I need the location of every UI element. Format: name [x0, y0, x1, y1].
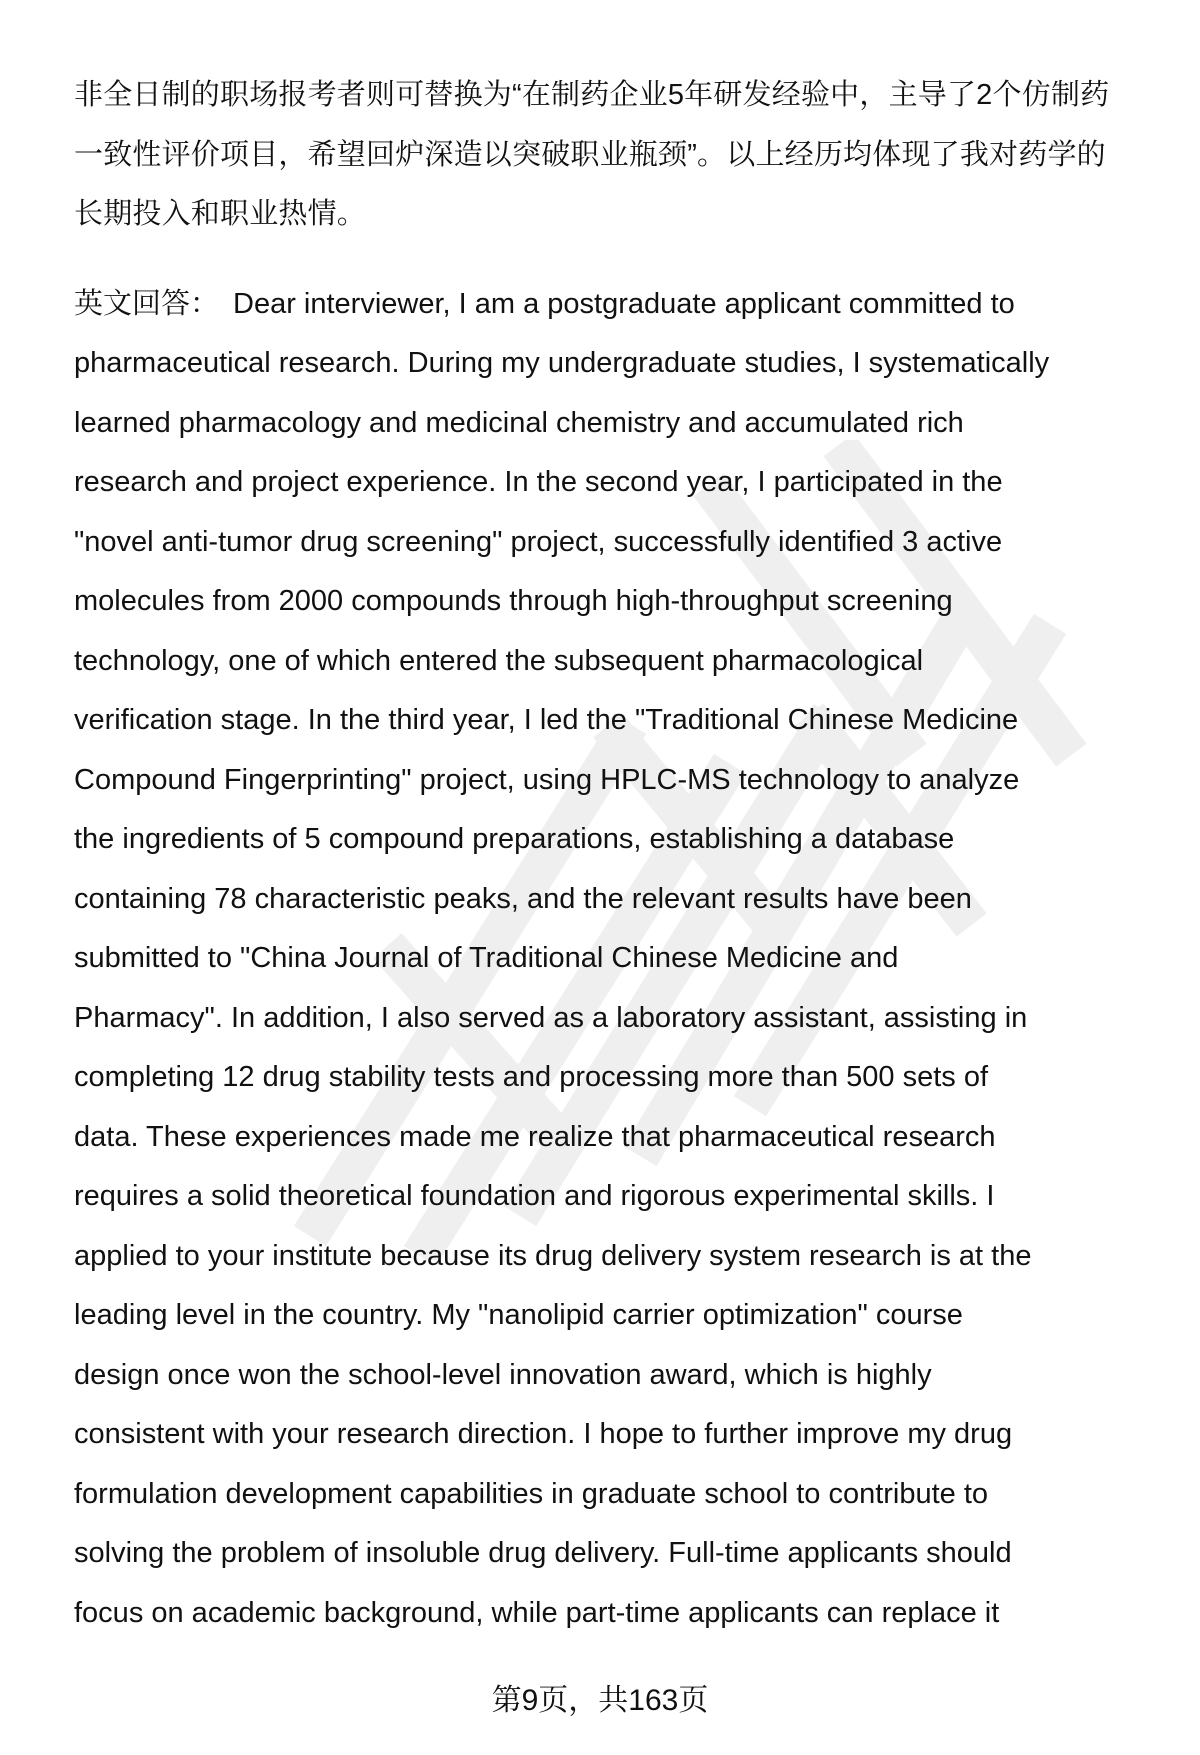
text-line: the ingredients of 5 compound preparations, establishing a database: [74, 823, 955, 855]
text-line: containing 78 characteristic peaks, and the relevant results have been: [74, 882, 972, 915]
text-line: applied to your institute because its drug delivery system research is at the: [74, 1239, 1032, 1272]
text-line: "novel anti-tumor drug screening" project, successfully identified 3 active: [74, 525, 1003, 558]
page-number-footer: 第9页，共163页: [491, 1684, 709, 1717]
text-line: Compound Fingerprinting" project, using HPLC-MS technology to analyze: [74, 763, 1020, 796]
text-line: technology, one of which entered the subsequent pharmacological: [74, 644, 924, 677]
text-line: 非全日制的职场报考者则可替换为“在制药企业5年研发经验中，主导了2个仿制药: [74, 79, 1110, 111]
text-line: leading level in the country. My "nanolipid carrier optimization" course: [74, 1299, 963, 1331]
text-line: 长期投入和职业热情。: [74, 198, 367, 230]
english-answer-paragraph: [74, 275, 1154, 1644]
text-line: molecules from 2000 compounds through high-throughput screening: [74, 585, 953, 617]
text-line: Pharmacy". In addition, I also served as a laboratory assistant, assisting in: [74, 1001, 1028, 1034]
text-line: design once won the school-level innovation award, which is highly: [74, 1358, 932, 1391]
text-line: focus on academic background, while part-time applicants can replace it: [74, 1596, 1000, 1629]
text-line: submitted to "China Journal of Traditional Chinese Medicine and: [74, 942, 899, 974]
text-line: requires a solid theoretical foundation and rigorous experimental skills. I: [74, 1180, 995, 1212]
document-body: [74, 66, 1154, 1643]
text-line: verification stage. In the third year, I led the "Traditional Chinese Medicine: [74, 704, 1019, 736]
paragraph-spacer: [74, 245, 1154, 275]
text-line: 一致性评价项目，希望回炉深造以突破职业瓶颈”。以上经历均体现了我对药学的: [74, 138, 1106, 171]
text-line-content: Dear interviewer, I am a postgraduate applicant committed to: [233, 287, 1015, 320]
text-line: consistent with your research direction. I hope to further improve my drug: [74, 1418, 1013, 1450]
text-line: data. These experiences made me realize that pharmaceutical research: [74, 1120, 996, 1153]
text-line: [74, 275, 1154, 335]
text-line: learned pharmacology and medicinal chemistry and accumulated rich: [74, 406, 964, 439]
text-line: completing 12 drug stability tests and processing more than 500 sets of: [74, 1061, 989, 1093]
english-answer-label: 英文回答：: [74, 287, 220, 320]
chinese-paragraph: [74, 66, 1154, 245]
text-line: formulation development capabilities in graduate school to contribute to: [74, 1477, 989, 1510]
text-line: solving the problem of insoluble drug delivery. Full-time applicants should: [74, 1537, 1012, 1569]
text-line: research and project experience. In the second year, I participated in the: [74, 466, 1003, 498]
text-line: pharmaceutical research. During my undergraduate studies, I systematically: [74, 347, 1050, 379]
